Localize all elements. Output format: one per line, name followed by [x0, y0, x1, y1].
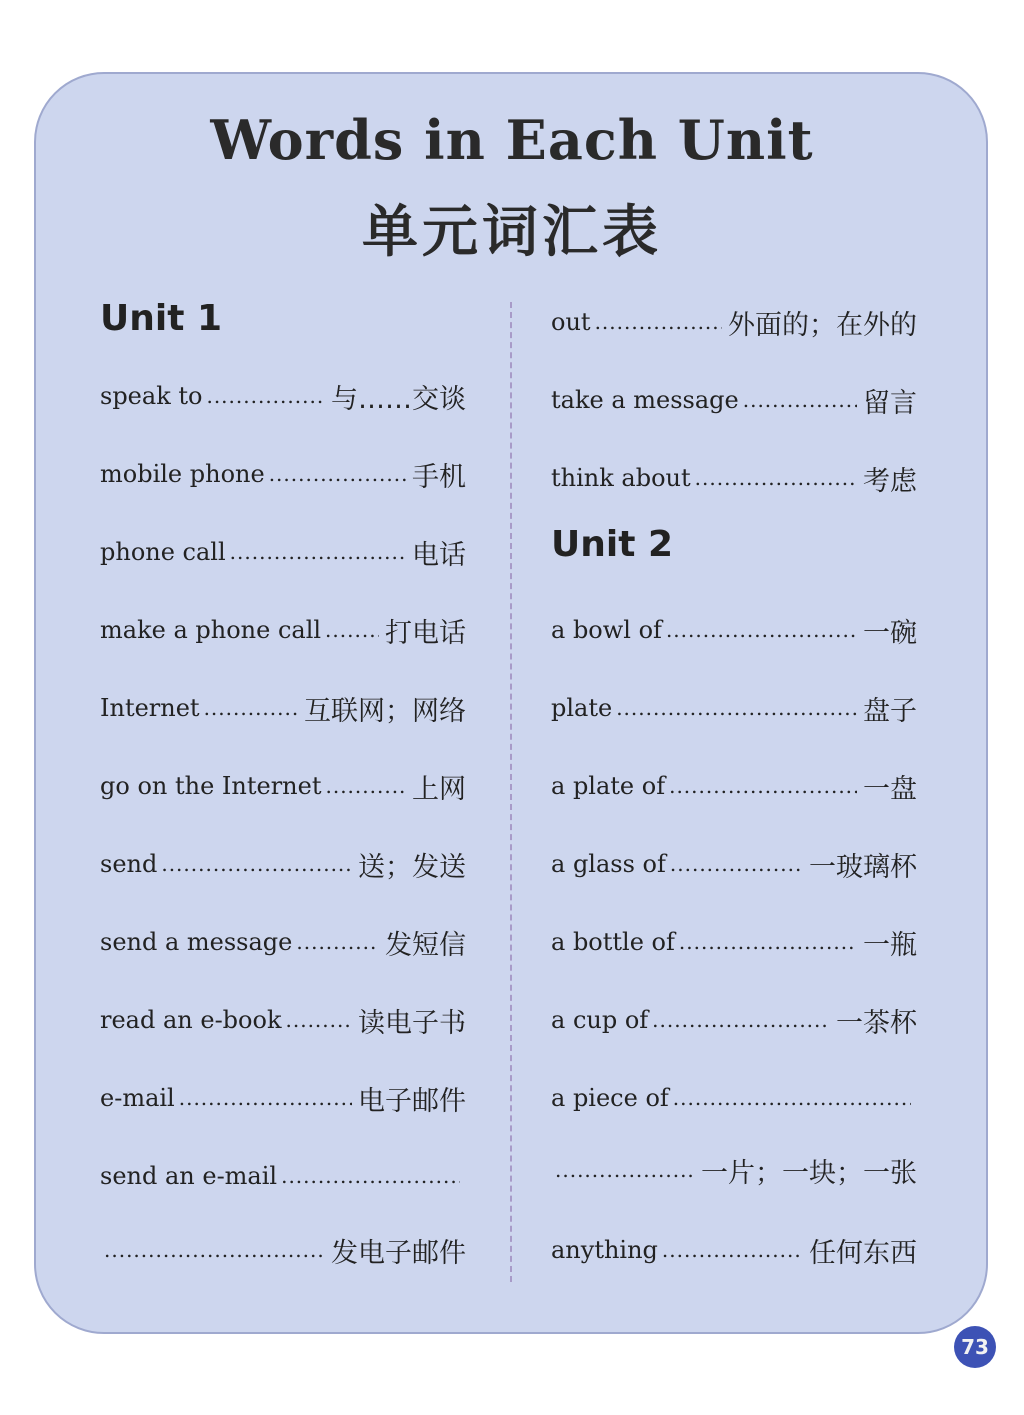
vocab-meaning: 送；发送 — [358, 851, 466, 883]
vocab-meaning: 手机 — [412, 461, 466, 493]
leader-dots — [179, 1086, 352, 1110]
vocab-meaning: 一瓶 — [863, 929, 917, 961]
vocab-entry — [551, 380, 917, 420]
vocab-term: send — [100, 850, 158, 878]
vocab-entry — [100, 844, 466, 884]
vocab-meaning: 互联网；网络 — [304, 695, 466, 727]
vocab-entry — [551, 766, 917, 806]
vocab-term: think about — [551, 464, 691, 492]
vocab-term: read an e-book — [100, 1006, 282, 1034]
vocab-term: a bottle of — [551, 928, 675, 956]
vocab-entry — [551, 1078, 917, 1118]
vocab-term: a glass of — [551, 850, 666, 878]
leader-dots — [104, 1238, 325, 1262]
leader-dots — [662, 1238, 803, 1262]
leader-dots — [286, 1008, 353, 1032]
leader-dots — [555, 1158, 695, 1182]
vocab-entry — [551, 1000, 917, 1040]
vocab-term: speak to — [100, 382, 203, 410]
leader-dots — [161, 852, 352, 876]
vocab-meaning: 一茶杯 — [836, 1007, 917, 1039]
page-title-english: Words in Each Unit — [210, 108, 814, 172]
unit-1-heading: Unit 1 — [100, 298, 222, 339]
vocab-entry — [100, 922, 466, 962]
vocab-term: take a message — [551, 386, 739, 414]
vocab-meaning: 盘子 — [863, 695, 917, 727]
vocab-term: a cup of — [551, 1006, 649, 1034]
leader-dots — [230, 540, 406, 564]
leader-dots — [325, 618, 379, 642]
vocab-meaning: 一片；一块；一张 — [701, 1157, 917, 1189]
vocab-entry — [100, 1078, 466, 1118]
vocab-entry — [100, 766, 466, 806]
vocab-entry — [551, 302, 917, 342]
vocab-meaning: 发电子邮件 — [331, 1237, 466, 1269]
leader-dots — [595, 310, 722, 334]
vocab-term: Internet — [100, 694, 200, 722]
vocab-meaning: 与……交谈 — [331, 383, 466, 415]
leader-dots — [670, 852, 803, 876]
vocab-meaning: 一盘 — [863, 773, 917, 805]
vocab-entry — [551, 922, 917, 962]
vocab-term: send a message — [100, 928, 293, 956]
vocab-meaning: 任何东西 — [809, 1237, 917, 1269]
vocab-entry — [100, 532, 466, 572]
vocab-term: make a phone call — [100, 616, 322, 644]
vocab-entry — [100, 1230, 466, 1270]
leader-dots — [325, 774, 406, 798]
vocab-meaning: 外面的；在外的 — [728, 309, 917, 341]
column-divider — [510, 302, 512, 1282]
vocab-entry — [100, 1000, 466, 1040]
vocab-meaning: 打电话 — [385, 617, 466, 649]
leader-dots — [616, 696, 857, 720]
vocab-meaning: 上网 — [412, 773, 466, 805]
vocab-meaning: 一玻璃杯 — [809, 851, 917, 883]
vocab-entry — [100, 688, 466, 728]
vocab-term: phone call — [100, 538, 226, 566]
page-number-badge: 73 — [954, 1326, 996, 1368]
vocab-entry — [100, 1156, 466, 1196]
vocab-entry — [100, 376, 466, 416]
vocab-entry — [551, 610, 917, 650]
vocab-meaning: 读电子书 — [358, 1007, 466, 1039]
vocab-term: plate — [551, 694, 613, 722]
vocab-meaning: 考虑 — [863, 465, 917, 497]
leader-dots — [669, 774, 857, 798]
vocab-entry — [551, 1150, 917, 1190]
vocab-entry — [551, 458, 917, 498]
vocab-meaning: 留言 — [863, 387, 917, 419]
leader-dots — [204, 696, 298, 720]
vocab-entry — [551, 844, 917, 884]
leader-dots — [673, 1086, 911, 1110]
vocab-entry — [551, 688, 917, 728]
vocab-term: send an e-mail — [100, 1162, 278, 1190]
leader-dots — [666, 618, 857, 642]
leader-dots — [281, 1164, 460, 1188]
vocab-meaning: 一碗 — [863, 617, 917, 649]
vocab-term: a plate of — [551, 772, 666, 800]
page-title-chinese: 单元词汇表 — [362, 200, 662, 265]
vocab-term: e-mail — [100, 1084, 175, 1112]
vocab-term: out — [551, 308, 591, 336]
vocab-term: a piece of — [551, 1084, 669, 1112]
vocab-meaning: 电话 — [412, 539, 466, 571]
leader-dots — [269, 462, 406, 486]
vocab-term: mobile phone — [100, 460, 265, 488]
unit-2-heading: Unit 2 — [551, 524, 673, 565]
leader-dots — [679, 930, 857, 954]
vocab-term: a bowl of — [551, 616, 662, 644]
vocab-entry — [100, 454, 466, 494]
vocab-entry — [100, 610, 466, 650]
leader-dots — [296, 930, 379, 954]
leader-dots — [743, 388, 857, 412]
vocab-meaning: 发短信 — [385, 929, 466, 961]
vocab-meaning: 电子邮件 — [358, 1085, 466, 1117]
leader-dots — [206, 384, 325, 408]
vocab-entry — [551, 1230, 917, 1270]
leader-dots — [695, 466, 857, 490]
vocab-term: go on the Internet — [100, 772, 322, 800]
leader-dots — [652, 1008, 830, 1032]
vocab-term: anything — [551, 1236, 658, 1264]
